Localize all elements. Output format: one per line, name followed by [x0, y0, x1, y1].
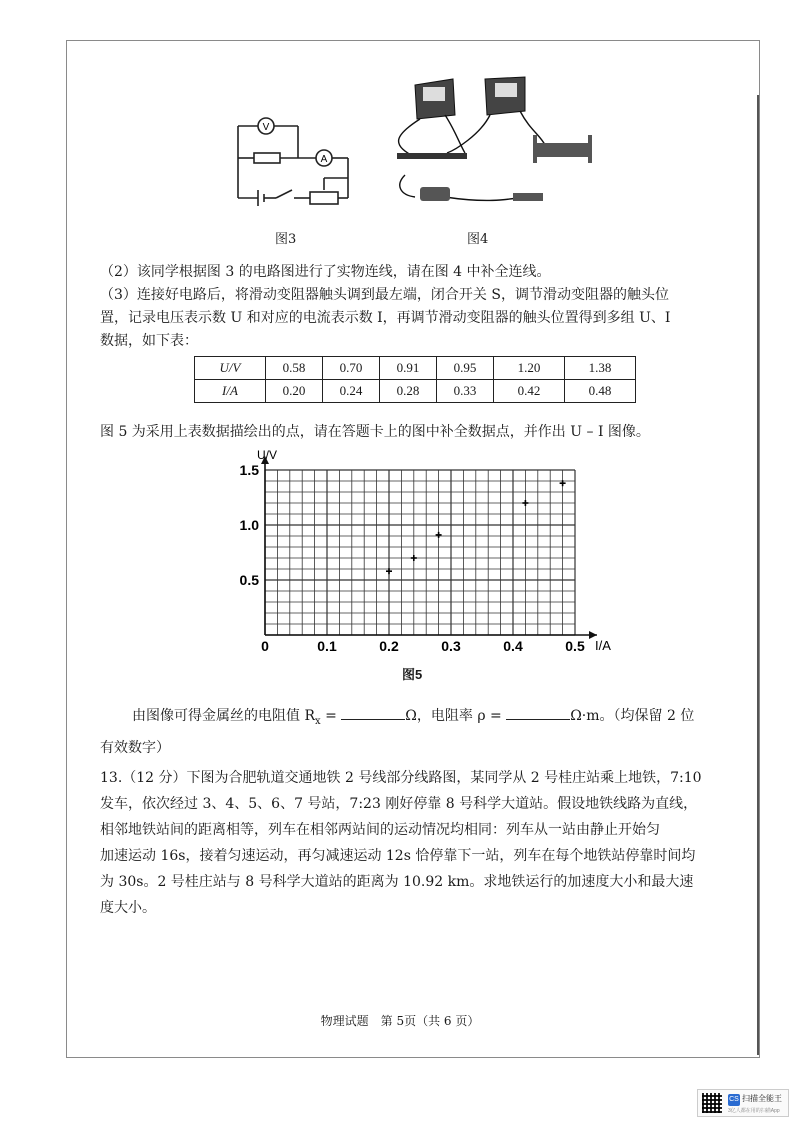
data-table	[194, 356, 636, 403]
table-cell: 0.48	[565, 380, 636, 403]
table-cell: 0.28	[380, 380, 437, 403]
x-tick-label: 0.3	[441, 638, 461, 654]
x-tick-label: 0.5	[565, 638, 585, 654]
binding-rule	[757, 95, 759, 1055]
y-tick-label: 1.0	[239, 517, 259, 533]
y-tick-label: 1.5	[239, 462, 259, 478]
result-text-b: =	[320, 708, 337, 724]
table-cell: 0.58	[266, 357, 323, 380]
x-axis-label: I/A	[595, 638, 611, 653]
table-cell: 0.20	[266, 380, 323, 403]
table-row-u	[195, 357, 636, 380]
fig5-caption: 图5	[402, 667, 423, 682]
fig5-instruction: 图 5 为采用上表数据描绘出的点，请在答题卡上的图中补全数据点，并作出 U – I 图像。	[100, 424, 650, 440]
fig4-caption: 图4	[467, 232, 489, 247]
y-tick-label: 0.5	[239, 572, 259, 588]
q13-line2: 发车，依次经过 3、4、5、6、7 号站，7:23 刚好停靠 8 号科学大道站。假设地铁线路为直线，	[100, 796, 698, 812]
x-tick-label: 0	[261, 638, 269, 654]
badge-subtitle: 3亿人都在用的扫描App	[728, 1108, 780, 1114]
table-cell: 0.33	[437, 380, 494, 403]
table-cell: 1.38	[565, 357, 636, 380]
u-i-chart	[225, 445, 625, 660]
q13-line6: 度大小。	[100, 900, 156, 916]
result-text-a: 由图像可得金属丝的电阻值 R	[132, 708, 315, 724]
question-part-2: （2）该同学根据图 3 的电路图进行了实物连线，请在图 4 中补全连线。	[100, 264, 551, 280]
q13-line4: 加速运动 16s，接着匀速运动，再匀减速运动 12s 恰停靠下一站，列车在每个地铁站停靠时间均	[100, 848, 696, 864]
result-line2: 有效数字）	[100, 740, 170, 756]
q13-line3: 相邻地铁站间的距离相等，列车在相邻两站间的运动情况均相同：列车从一站由静止开始匀	[100, 822, 660, 838]
resistivity-answer-blank	[506, 705, 570, 720]
table-cell: 0.24	[323, 380, 380, 403]
voltmeter-label: V	[262, 122, 270, 133]
table-cell: 0.70	[323, 357, 380, 380]
result-line	[132, 705, 694, 732]
question-part-3-line2: 置，记录电压表示数 U 和对应的电流表示数 I，再调节滑动变阻器的触头位置得到多组 U、I	[100, 310, 671, 326]
table-cell: 0.95	[437, 357, 494, 380]
q13-line1: 13.（12 分）下图为合肥轨道交通地铁 2 号线部分线路图，某同学从 2 号桂庄站乘上地铁，7:10	[100, 770, 702, 786]
scanner-watermark	[697, 1089, 789, 1117]
x-tick-label: 0.4	[503, 638, 523, 654]
table-cell: 1.20	[494, 357, 565, 380]
circuit-diagram-fig3	[230, 108, 360, 213]
x-tick-label: 0.1	[317, 638, 337, 654]
table-header-u: U/V	[195, 357, 266, 380]
table-header-i: I/A	[195, 380, 266, 403]
table-cell: 0.42	[494, 380, 565, 403]
result-text-c: Ω，电阻率 ρ =	[405, 708, 502, 724]
y-axis-label: U/V	[257, 448, 278, 462]
qr-code-icon	[702, 1093, 722, 1113]
resistance-answer-blank	[341, 705, 405, 720]
q13-line5: 为 30s。2 号桂庄站与 8 号科学大道站的距离为 10.92 km。求地铁运行的加速度大小和最大速	[100, 874, 694, 890]
camscanner-logo: CS	[728, 1094, 740, 1106]
question-part-3-line3: 数据，如下表：	[100, 333, 198, 349]
result-subscript: x	[315, 715, 321, 727]
badge-title: 扫描全能王	[742, 1094, 782, 1103]
ammeter-label: A	[320, 154, 328, 165]
fig3-caption: 图3	[275, 232, 297, 247]
apparatus-photo-fig4	[385, 75, 610, 215]
x-tick-label: 0.2	[379, 638, 399, 654]
result-text-d: Ω·m。（均保留 2 位	[570, 708, 695, 724]
question-part-3-line1: （3）连接好电路后，将滑动变阻器触头调到最左端，闭合开关 S，调节滑动变阻器的触头位	[100, 287, 669, 303]
page-footer: 物理试题 第 5页（共 6 页）	[320, 1014, 480, 1028]
table-cell: 0.91	[380, 357, 437, 380]
table-row-i	[195, 380, 636, 403]
